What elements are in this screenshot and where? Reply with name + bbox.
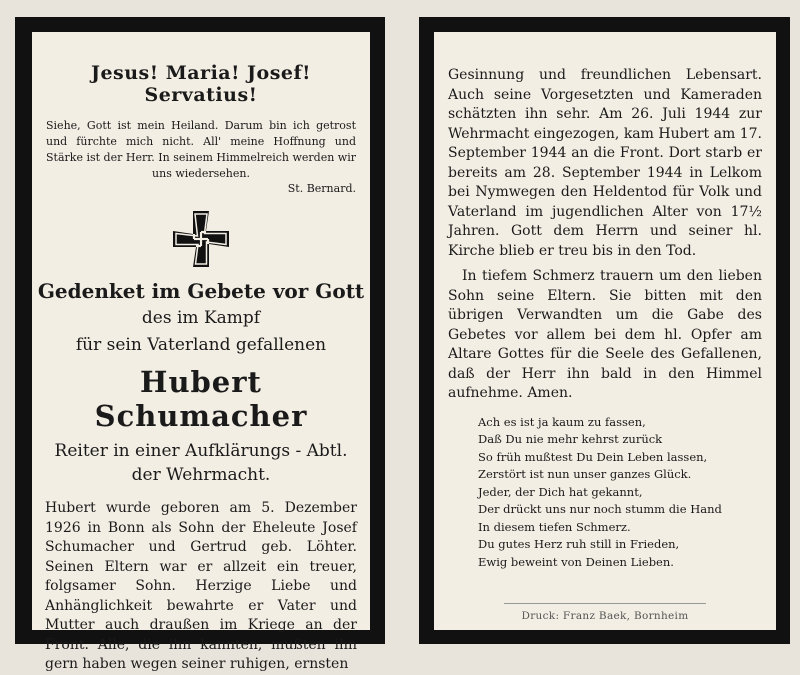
invocation-heading: Jesus! Maria! Josef! Servatius! [90, 62, 312, 106]
scripture-quote: Siehe, Gott ist mein Heiland. Darum bin ich getrost und fürchte mich nicht. All' meine Hoffnung und Stärke ist der Herr. In seinem Himmelreich werden wir uns wiedersehen. [46, 119, 356, 180]
printer-divider [504, 603, 706, 604]
deceased-name: Hubert Schumacher [94, 365, 308, 433]
right-card-inner [434, 32, 776, 630]
biography-continued: Gesinnung und freundlichen Lebensart. Auch seine Vorgesetzten und Kameraden schätzten ihn sehr. Am 26. Juli 1944 zur Wehrmacht eingezogen, kam Hubert am 17. September 1944 an die Front. Dort starb er bereits am 28. September 1944 in Lelkom bei Nymwegen den Heldentod für Volk und Vaterland im jugendlichen Alter von 17½ Jahren. Gott dem Herrn und seiner hl. Kirche blieb er treu bis in den Tod. [448, 67, 762, 259]
biography-text: Hubert wurde geboren am 5. Dezember 1926 in Bonn als Sohn der Eheleute Josef Schumacher und Gertrud geb. Löhter. Seinen Eltern war er allzeit ein treuer, folgsamer Sohn. Herzige Liebe und Anhänglichkeit bewahrte er Vater und Mutter auch draußen im Kriege an der Front. Alle, die ihn kannten, mußten ihn gern haben wegen seiner ruhigen, ernsten [45, 500, 357, 672]
poem-line: Ach es ist ja kaum zu fassen, [478, 414, 646, 429]
left-card-inner [32, 32, 370, 672]
left-card-panel [15, 17, 385, 672]
rank-line-2: der Wehrmacht. [131, 465, 271, 485]
poem-line: Der drückt uns nur noch stumm die Hand [478, 502, 722, 516]
poem-line: Du gutes Herz ruh still in Frieden, [478, 537, 680, 551]
mourning-text: In tiefem Schmerz trauern um den lieben Sohn seine Eltern. Sie bitten mit den übrigen Verwandten um die Gabe des Gebetes vor allem bei dem hl. Opfer am Altare Gottes für die Seele des Gefallenen, daß der Herr ihn bald in den Himmel aufnehme. Amen. [448, 268, 762, 401]
poem-line: Zerstört ist nun unser ganzes Glück. [478, 467, 692, 481]
memorial-poem [434, 414, 776, 572]
poem-line: Jeder, der Dich hat gekannt, [478, 484, 643, 499]
right-card-panel [419, 17, 790, 644]
printer-credit: Druck: Franz Baek, Bornheim [521, 610, 689, 622]
poem-line: So früh mußtest Du Dein Leben lassen, [478, 449, 708, 464]
remembrance-line-1: des im Kampf [141, 308, 261, 328]
iron-cross-icon [171, 209, 231, 269]
poem-line: Daß Du nie mehr kehrst zurück [478, 432, 663, 446]
poem-line: Ewig beweint von Deinen Lieben. [478, 554, 674, 569]
remembrance-heading: Gedenket im Gebete vor Gott [37, 279, 365, 303]
poem-line: In diesem tiefen Schmerz. [478, 519, 631, 534]
rank-line-1: Reiter in einer Aufklärungs - Abtl. [54, 441, 348, 461]
remembrance-line-2: für sein Vaterland gefallenen [75, 335, 327, 355]
quote-attribution: St. Bernard. [287, 182, 356, 195]
